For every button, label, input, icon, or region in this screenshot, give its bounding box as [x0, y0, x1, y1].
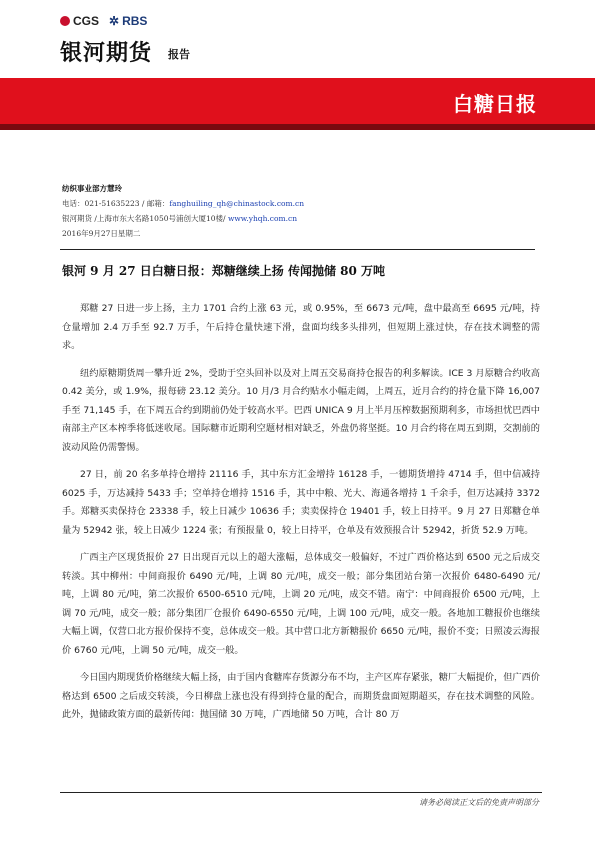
address-text: 银河期货 /上海市东大名路1050号浦创大厦10楼/ [62, 214, 228, 223]
logo-group [60, 14, 147, 28]
cgs-logo-icon [60, 16, 70, 26]
company-name: 银河期货 [60, 41, 153, 66]
paragraph-spot-prices: 广西主产区现货报价 27 日出现百元以上的超大涨幅，总体成交一般偏好，不过广西价格达到 6500 元之后成交转淡。其中柳州：中间商报价 6490 元/吨，上调 80 元/吨，成交一般；部分集团站台第一次报价 6480-6490 元/吨，上调 80 元/吨，第二次报价 6500-6510 元/吨，上调 20 元/吨，成交不错。南宁：中间商报价 6500 元/吨，上调 70 元/吨，成交一般；部分集团厂仓报价 6490-6550 元/吨，上调 100 元/吨，成交一般。各地加工糖报价也继续大幅上调，仅营口北方报价保持不变，总体成交一般。其中营口北方新糖报价 6650 元/吨，报价不变；日照凌云海报价 6760 元/吨，上调 50 元/吨，成交一般。 [62, 552, 540, 656]
paragraph-futures-market: 郑糖 27 日进一步上扬，主力 1701 合约上涨 63 元，或 0.95%，至 6673 元/吨，盘中最高至 6695 元/吨，持仓量增加 2.4 万手至 92.7 万手，午后持仓量快速下滑，盘面均线多头排列，但短期上涨过快，存在技术调整的需求。 [62, 303, 540, 351]
paragraph-raw-sugar: 纽约原糖期货周一攀升近 2%，受助于空头回补以及对上周五交易商持仓报告的利多解读。ICE 3 月原糖合约收高 0.42 美分，或 1.9%，报每磅 23.12 美分。10 月/3 月合约贴水小幅走阔，上周五，近月合约的持仓量下降 16,007 手至 71,145 手，在下周五合约到期前仍处于较高水平。巴西 UNICA 9 月上半月压榨数据预期利多，市场担忧巴西中南部主产区本榨季将低迷收尾。国际糖市近期利空题材相对缺乏，外盘仍将坚挺。10 月合约将在周五到期，交割前的波动风险仍需警惕。 [62, 367, 540, 453]
rbs-logo [109, 14, 147, 28]
disclaimer-note: 请务必阅读正文后的免责声明部分 [419, 798, 539, 807]
paragraph-outlook: 今日国内期现货价格继续大幅上扬，由于国内食糖库存货源分布不均，主产区库存紧张，糖厂大幅提价，但广西价格达到 6500 之后成交转淡，今日柳盘上涨也没有得到持仓量的配合，而期货盘面短期超买，存在技术调整的风险。此外，抛储政策方面的最新传闻：抛国储 30 万吨，广西地储 50 万吨，合计 80 万 [62, 672, 540, 720]
author-dept: 纺织事业部方慧玲 [62, 184, 122, 193]
address-line [62, 213, 297, 224]
report-date: 2016年9月27日星期二 [62, 229, 141, 238]
title-divider [60, 249, 535, 250]
report-body [62, 300, 540, 734]
contact-email-link[interactable]: fanghuiling_qh@chinastock.com.cn [169, 199, 305, 208]
header-band-shadow [0, 124, 595, 130]
rbs-logo-text: RBS [122, 14, 148, 28]
footer-divider [60, 792, 542, 793]
report-tag: 报告 [168, 48, 190, 61]
contact-phone: 电话：021-51635223 / 邮箱： [62, 199, 170, 208]
website-link[interactable]: www.yhqh.com.cn [227, 214, 298, 223]
report-title: 银河 9 月 27 日白糖日报：郑糖继续上扬 传闻抛储 80 万吨 [62, 264, 385, 278]
report-type-title: 白糖日报 [453, 92, 537, 116]
cgs-logo-text: CGS [73, 14, 100, 28]
paragraph-positions: 27 日，前 20 名多单持仓增持 21116 手，其中东方汇金增持 16128 手，一德期货增持 4714 手，但中信减持 6025 手，万达减持 5433 手；空单持仓增持 1516 手，其中中粮、光大、海通各增持 1 千余手，但万达减持 3372 手。郑糖买卖保持仓 23338 手，较上日减少 10636 手；卖卖保持仓 19401 手，较上日持平。9 月 27 日郑糖仓单量为 52942 张，较上日减少 1224 张；有预报量 0，较上日持平，仓单及有效预报合计 52942，折货 52.9 万吨。 [62, 469, 540, 536]
rbs-daisy-icon: ✲ [109, 14, 120, 28]
contact-line [62, 198, 304, 209]
cgs-logo [60, 14, 99, 28]
